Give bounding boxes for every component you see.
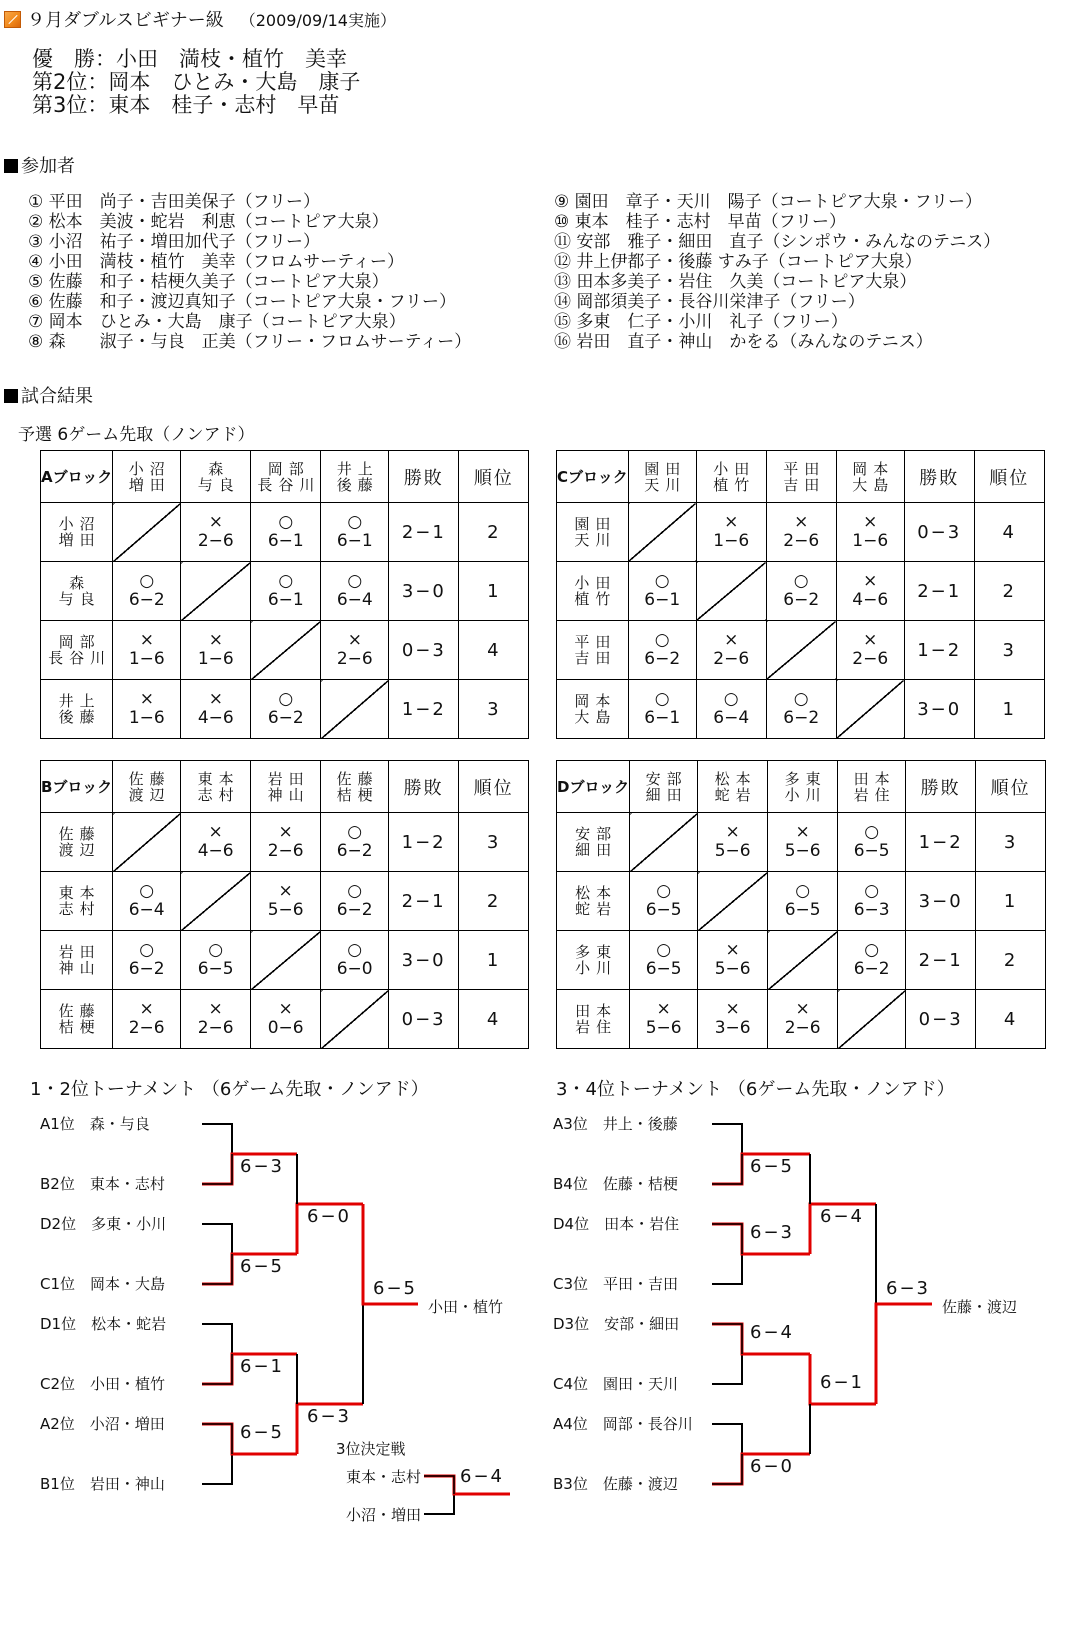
match-result-cell: ○ 6−0: [321, 931, 389, 990]
team-member: 後藤: [58, 708, 101, 726]
match-result-cell: × 4−6: [181, 813, 251, 872]
match-result-cell: × 1−6: [836, 503, 904, 562]
team-member: 岩田: [267, 769, 310, 788]
team-member: 長谷川: [257, 475, 321, 494]
bracket-score: 6−5: [240, 1256, 284, 1277]
bracket-entry: A3位 井上・後藤: [553, 1115, 678, 1133]
match-result-cell: ○ 6−1: [321, 503, 389, 562]
team-member: 志村: [197, 785, 240, 804]
participants-heading-text: 参加者: [21, 156, 75, 177]
team-member: 岡部: [58, 633, 101, 651]
rank-cell: 3: [976, 813, 1046, 872]
bracket-entry: A2位 小沼・増田: [40, 1415, 165, 1433]
bracket-entry: A4位 岡部・長谷川: [553, 1415, 693, 1433]
winloss-cell: 3−0: [906, 872, 976, 931]
match-result-cell: ○ 6−1: [251, 503, 321, 562]
bracket-line: [712, 1124, 742, 1154]
match-result-cell: ○ 6−2: [251, 680, 321, 739]
bracket-score: 6−5: [373, 1278, 417, 1299]
team-member: 志村: [58, 900, 101, 918]
match-result-cell: ○ 6−2: [766, 680, 836, 739]
winloss-header: 勝敗: [906, 761, 976, 813]
bracket-win-line: [876, 1304, 932, 1404]
match-result-cell: ○ 6−1: [251, 562, 321, 621]
participant-item: ⑦ 岡本 ひとみ・大島 康子（コートピア大泉）: [28, 312, 406, 332]
team-member: 岡本: [574, 692, 617, 710]
rank-cell: 1: [459, 562, 529, 621]
match-result-cell: × 5−6: [698, 931, 768, 990]
title-text: ９月ダブルスビギナー級: [27, 10, 224, 31]
match-result-cell: ○ 6−2: [766, 562, 836, 621]
team-member: 佐藤: [336, 769, 379, 788]
tournament2-title: 3・4位トーナメント （6ゲーム先取・ノンアド）: [556, 1079, 955, 1100]
winloss-cell: 0−3: [904, 503, 974, 562]
match-result-cell: ○ 6−5: [838, 813, 906, 872]
participant-item: ② 松本 美波・蛇岩 利恵（コートピア大泉）: [28, 212, 389, 232]
bracket-score: 6−0: [307, 1206, 351, 1227]
team-member: 岩住: [575, 1018, 618, 1036]
block-name: Dブロック: [557, 761, 630, 813]
team-member: 吉田: [783, 475, 826, 494]
rank-header: 順位: [974, 451, 1044, 503]
match-result-cell: × 4−6: [181, 680, 251, 739]
bracket-line: [712, 1354, 742, 1384]
bracket-score: 6−5: [750, 1156, 794, 1177]
match-result-cell: × 5−6: [698, 813, 768, 872]
rank-cell: 4: [459, 990, 529, 1049]
bracket-score: 6−4: [460, 1466, 504, 1487]
bracket-line: [202, 1124, 232, 1154]
team-member: 岩住: [853, 785, 896, 804]
team-member: 松本: [714, 769, 757, 788]
team-member: 佐藤: [58, 1002, 101, 1020]
winloss-cell: 1−2: [904, 621, 974, 680]
team-member: 天川: [644, 475, 687, 494]
bracket-score: 6−4: [820, 1206, 864, 1227]
team-member: 田本: [575, 1002, 618, 1020]
winner-names: 小田 満枝・植竹 美幸: [116, 47, 347, 71]
team-member: 吉田: [574, 649, 617, 667]
bracket-entry: D4位 田本・岩住: [553, 1215, 680, 1233]
match-result-cell: × 2−6: [321, 621, 389, 680]
team-member: 佐藤: [128, 769, 171, 788]
team-member: 植竹: [574, 590, 617, 608]
bracket-entry: D2位 多東・小川: [40, 1215, 167, 1233]
winloss-cell: 1−2: [389, 680, 459, 739]
team-member: 小田: [574, 574, 617, 592]
match-result-cell: ○ 6−4: [321, 562, 389, 621]
rank-cell: 2: [459, 872, 529, 931]
team-member: 神山: [267, 785, 310, 804]
rank-cell: 2: [459, 503, 529, 562]
bracket-line: [424, 1494, 454, 1514]
winloss-cell: 0−3: [389, 990, 459, 1049]
participant-item: ⑪ 安部 雅子・細田 直子（シンポウ・みんなのテニス）: [554, 232, 1001, 252]
team-member: 増田: [58, 531, 101, 549]
winner-names: 東本 桂子・志村 早苗: [108, 93, 340, 117]
bracket-line: [202, 1154, 232, 1184]
team-member: 小川: [575, 959, 618, 977]
winloss-cell: 2−1: [904, 562, 974, 621]
bracket-line: [202, 1324, 232, 1354]
team-member: 蛇岩: [714, 785, 757, 804]
winloss-cell: 3−0: [389, 562, 459, 621]
team-member: 長谷川: [48, 649, 112, 667]
match-result-cell: × 2−6: [766, 503, 836, 562]
bracket-score: 6−4: [750, 1322, 794, 1343]
bracket-score: 6−5: [240, 1422, 284, 1443]
match-result-cell: × 2−6: [836, 621, 904, 680]
winloss-cell: 1−2: [906, 813, 976, 872]
team-member: 小沼: [58, 515, 101, 533]
match-result-cell: ○ 6−4: [113, 872, 181, 931]
team-member: 岡本: [852, 459, 895, 478]
team-member: 後藤: [336, 475, 379, 494]
rank-cell: 4: [974, 503, 1044, 562]
team-member: 渡辺: [128, 785, 171, 804]
team-member: 安部: [575, 825, 618, 843]
match-result-cell: × 0−6: [251, 990, 321, 1049]
participant-item: ③ 小沼 祐子・増田加代子（フリー）: [28, 232, 320, 252]
team-member: 大島: [852, 475, 895, 494]
participant-item: ① 平田 尚子・吉田美保子（フリー）: [28, 192, 320, 212]
match-result-cell: × 1−6: [113, 680, 181, 739]
match-result-cell: ○ 6−2: [321, 872, 389, 931]
block-name: Cブロック: [557, 451, 629, 503]
winloss-header: 勝敗: [389, 761, 459, 813]
team-member: 東本: [197, 769, 240, 788]
rank-header: 順位: [459, 451, 529, 503]
match-result-cell: ○ 6−1: [628, 562, 696, 621]
match-result-cell: × 1−6: [113, 621, 181, 680]
match-result-cell: ○ 6−5: [181, 931, 251, 990]
team-member: 東本: [58, 884, 101, 902]
winner-rank: 第2位：: [32, 70, 109, 94]
team-member: 神山: [58, 959, 101, 977]
block-name: Aブロック: [41, 451, 113, 503]
winloss-cell: 3−0: [904, 680, 974, 739]
team-member: 植竹: [713, 475, 756, 494]
match-result-cell: × 2−6: [113, 990, 181, 1049]
bracket-line: [712, 1454, 742, 1484]
match-result-cell: ○ 6−2: [321, 813, 389, 872]
team-member: 渡辺: [58, 841, 101, 859]
winloss-cell: 2−1: [389, 872, 459, 931]
winloss-cell: 0−3: [389, 621, 459, 680]
third-place-title: 3位決定戦: [336, 1440, 406, 1458]
team-member: 森: [208, 459, 230, 478]
team-member: 小沼: [128, 459, 171, 478]
match-result-cell: ○ 6−5: [768, 872, 838, 931]
bracket-entry: D1位 松本・蛇岩: [40, 1315, 167, 1333]
participant-item: ⑭ 岡部須美子・長谷川栄津子（フリー）: [554, 292, 865, 312]
winloss-cell: 3−0: [389, 931, 459, 990]
rank-cell: 4: [976, 990, 1046, 1049]
match-result-cell: ○ 6−4: [696, 680, 766, 739]
match-result-cell: × 2−6: [181, 990, 251, 1049]
match-result-cell: × 5−6: [630, 990, 698, 1049]
bracket-line: [202, 1454, 232, 1484]
rank-cell: 3: [459, 813, 529, 872]
rank-header: 順位: [976, 761, 1046, 813]
bracket-line: [424, 1476, 454, 1494]
bracket-line: [202, 1354, 232, 1384]
bracket-score: 6−3: [886, 1278, 930, 1299]
match-result-cell: × 2−6: [251, 813, 321, 872]
bracket-score: 6−3: [240, 1156, 284, 1177]
results-heading-text: 試合結果: [21, 386, 93, 407]
rank-cell: 2: [976, 931, 1046, 990]
rank-cell: 1: [974, 680, 1044, 739]
third-place-entry: 東本・志村: [346, 1468, 422, 1486]
match-result-cell: × 3−6: [698, 990, 768, 1049]
bracket-score: 6−1: [240, 1356, 284, 1377]
team-member: 平田: [574, 633, 617, 651]
match-result-cell: ○ 6−3: [838, 872, 906, 931]
winloss-cell: 1−2: [389, 813, 459, 872]
winner-rank: 第3位：: [32, 93, 109, 117]
match-result-cell: ○ 6−2: [113, 562, 181, 621]
team-member: 蛇岩: [575, 900, 618, 918]
team-member: 園田: [574, 515, 617, 533]
team-member: 園田: [644, 459, 687, 478]
match-result-cell: × 1−6: [696, 503, 766, 562]
team-member: 多東: [575, 943, 618, 961]
team-member: 井上: [58, 692, 101, 710]
winloss-cell: 2−1: [906, 931, 976, 990]
rank-cell: 2: [974, 562, 1044, 621]
team-member: 松本: [575, 884, 618, 902]
match-result-cell: × 2−6: [696, 621, 766, 680]
rank-cell: 1: [459, 931, 529, 990]
team-member: 細田: [645, 785, 688, 804]
bracket-score: 6−0: [750, 1456, 794, 1477]
bracket-entry: C1位 岡本・大島: [40, 1275, 166, 1293]
team-member: 細田: [575, 841, 618, 859]
team-member: 小田: [713, 459, 756, 478]
match-result-cell: ○ 6−5: [630, 931, 698, 990]
team-member: 大島: [574, 708, 617, 726]
team-member: 増田: [128, 475, 171, 494]
bracket-winner: 佐藤・渡辺: [942, 1298, 1018, 1316]
rank-cell: 3: [459, 680, 529, 739]
prelim-label: 予選 6ゲーム先取（ノンアド）: [18, 425, 255, 445]
match-result-cell: × 5−6: [768, 813, 838, 872]
bracket-line: [712, 1424, 742, 1454]
rank-cell: 3: [974, 621, 1044, 680]
rank-cell: 4: [459, 621, 529, 680]
team-member: 井上: [336, 459, 379, 478]
bracket-line: [712, 1254, 742, 1284]
participant-item: ⑬ 田本多美子・岩住 久美（コートピア大泉）: [554, 272, 917, 292]
bracket-score: 6−3: [750, 1222, 794, 1243]
match-result-cell: ○ 6−2: [838, 931, 906, 990]
participant-item: ⑩ 東本 桂子・志村 早苗（フリー）: [554, 212, 846, 232]
match-result-cell: × 2−6: [181, 503, 251, 562]
winloss-cell: 2−1: [389, 503, 459, 562]
bracket-line: [712, 1154, 742, 1184]
match-result-cell: ○ 6−5: [630, 872, 698, 931]
team-member: 桔梗: [58, 1018, 101, 1036]
participant-item: ⑫ 井上伊都子・後藤 すみ子（コートピア大泉）: [554, 252, 922, 272]
bracket-entry: C3位 平田・吉田: [553, 1275, 679, 1293]
team-member: 平田: [783, 459, 826, 478]
match-result-cell: ○ 6−2: [113, 931, 181, 990]
team-member: 安部: [645, 769, 688, 788]
participant-item: ⑤ 佐藤 和子・桔梗久美子（コートピア大泉）: [28, 272, 389, 292]
winloss-header: 勝敗: [389, 451, 459, 503]
participant-item: ④ 小田 満枝・植竹 美幸（フロムサーティー）: [28, 252, 404, 272]
bracket-entry: A1位 森・与良: [40, 1115, 150, 1133]
third-place-entry: 小沼・増田: [346, 1506, 422, 1524]
team-member: 小川: [784, 785, 827, 804]
bracket-line: [712, 1324, 742, 1354]
bracket-entry: B3位 佐藤・渡辺: [553, 1475, 678, 1493]
winloss-cell: 0−3: [906, 990, 976, 1049]
bracket-winner: 小田・植竹: [428, 1298, 504, 1316]
bracket-entry: B4位 佐藤・桔梗: [553, 1175, 678, 1193]
block-name: Bブロック: [41, 761, 113, 813]
participant-item: ⑨ 園田 章子・天川 陽子（コートピア大泉・フリー）: [554, 192, 982, 212]
rank-header: 順位: [459, 761, 529, 813]
bracket-line: [712, 1224, 742, 1254]
bracket-entry: D3位 安部・細田: [553, 1315, 680, 1333]
tournament1-title: 1・2位トーナメント （6ゲーム先取・ノンアド）: [30, 1079, 429, 1100]
winloss-header: 勝敗: [904, 451, 974, 503]
bracket-line: [202, 1254, 232, 1284]
team-member: 桔梗: [336, 785, 379, 804]
team-member: 田本: [853, 769, 896, 788]
team-member: 佐藤: [58, 825, 101, 843]
bracket-score: 6−3: [307, 1406, 351, 1427]
event-date: （2009/09/14実施）: [239, 11, 396, 30]
team-member: 岩田: [58, 943, 101, 961]
match-result-cell: ○ 6−2: [628, 621, 696, 680]
bracket-line: [202, 1224, 232, 1254]
bracket-entry: B2位 東本・志村: [40, 1175, 165, 1193]
match-result-cell: × 2−6: [768, 990, 838, 1049]
team-member: 与良: [58, 590, 101, 608]
rank-cell: 1: [976, 872, 1046, 931]
winner-names: 岡本 ひとみ・大島 康子: [108, 70, 361, 94]
team-member: 与良: [197, 475, 240, 494]
team-member: 多東: [784, 769, 827, 788]
participant-item: ⑮ 多東 仁子・小川 礼子（フリー）: [554, 312, 848, 332]
team-member: 岡部: [267, 459, 310, 478]
bracket-score: 6−1: [820, 1372, 864, 1393]
match-result-cell: ○ 6−1: [628, 680, 696, 739]
bracket-entry: B1位 岩田・神山: [40, 1475, 165, 1493]
team-member: 天川: [574, 531, 617, 549]
match-result-cell: × 1−6: [181, 621, 251, 680]
participant-item: ⑯ 岩田 直子・神山 かをる（みんなのテニス）: [554, 332, 933, 352]
bracket-entry: C4位 園田・天川: [553, 1375, 679, 1393]
participant-item: ⑧ 森 淑子・与良 正美（フリー・フロムサーティー）: [28, 332, 472, 352]
match-result-cell: × 4−6: [836, 562, 904, 621]
match-result-cell: × 5−6: [251, 872, 321, 931]
winner-rank: 優 勝：: [32, 47, 116, 71]
bracket-entry: C2位 小田・植竹: [40, 1375, 166, 1393]
bracket-line: [202, 1424, 232, 1454]
participant-item: ⑥ 佐藤 和子・渡辺真知子（コートピア大泉・フリー）: [28, 292, 456, 312]
team-member: 森: [69, 574, 91, 592]
